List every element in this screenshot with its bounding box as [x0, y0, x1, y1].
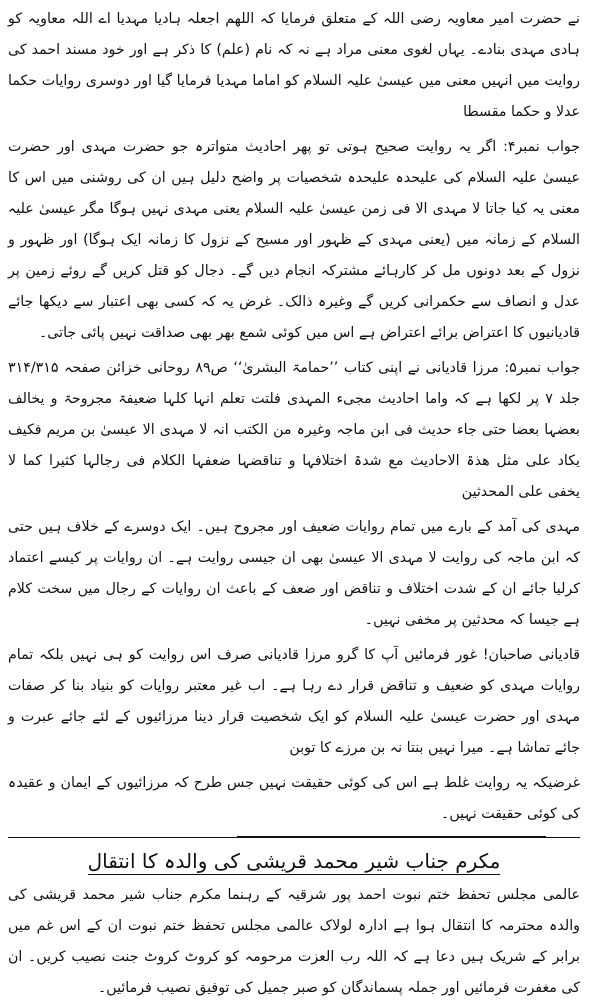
paragraph-conclusion: غرضیکہ یہ روایت غلط ہے اس کی کوئی حقیقت نہیں جس طرح کہ مرزائیوں کے ایمان و عقیدہ کی کوئی حقیقت نہیں۔ — [8, 775, 580, 822]
notice-heading-text: مکرم جناب شیر محمد قریشی کی والدہ کا انتقال — [87, 849, 501, 873]
paragraph-mahdi-narrations: مہدی کی آمد کے بارے میں تمام روایات ضعیف اور مجروح ہیں۔ ایک دوسرے کے خلاف ہیں حتی کہ ابن ماجہ کی روایت لا مہدی الا عیسیٰ بھی ان جیسی روایت ہے۔ ان روایات پر کیسے اعتماد کرلیا جائے ان کے شدت اختلاف و تناقض اور ضعف کے باعث ان روایات کے رجال میں سخت کلام ہے جیسا کہ محدثین پر مخفی نہیں۔ — [8, 519, 580, 628]
notice-heading — [8, 844, 580, 878]
paragraph-qadiani-address: قادیانی صاحبان! غور فرمائیں آپ کا گرو مرزا قادیانی صرف اس روایت کو ہی نہیں بلکہ تمام روایات مہدی کو ضعیف و تناقض قرار دے رہا ہے۔ اب غیر معتبر روایات کو بنیاد بنا کر صفات مہدی اور حضرت عیسیٰ علیہ السلام کو ایک شخصیت قرار دینا مرزائیوں کے لئے جائے عبرت و جائے تماشا ہے۔ میرا نہیں بنتا نہ بن مرزے کا توبن — [8, 647, 580, 756]
notice-body: عالمی مجلس تحفظ ختم نبوت احمد پور شرقیہ کے رہنما مکرم جناب شیر محمد قریشی کی والدہ محترمہ کا انتقال ہوا ہے ادارہ لولاک عالمی مجلس تحفظ ختم نبوت ان کے اس غم میں برابر کے شریک ہیں دعا ہے کہ اللہ رب العزت مرحومہ کو کروٹ کروٹ جنت نصیب کریں۔ ان کی مغفرت فرمائیں اور جملہ پسماندگان کو صبر جمیل کی توفیق نصیب فرمائیں۔ — [8, 887, 580, 996]
paragraph-intro: نے حضرت امیر معاویہ رضی اللہ کے متعلق فرمایا کہ اللھم اجعلہ ہادیا مہدیا اے اللہ معاویہ کو ہادی مہدی بنادے۔ یہاں لغوی معنی مراد ہے نہ کہ نام (علم) کا ذکر ہے اور خود مسند احمد کی روایت میں انہیں معنی میں عیسیٰ علیہ السلام کو اماما مہدیا فرمایا گیا اور دوسری روایات حکما عدلا و حکما مقسطا — [8, 11, 580, 120]
paragraph-answer-4: جواب نمبر۴: اگر یہ روایت صحیح ہوتی تو پھر احادیث متواترہ جو حضرت مہدی اور حضرت عیسیٰ علیہ السلام کی علیحدہ علیحدہ شخصیات پر واضح دلیل ہیں ان کی روشنی میں اس کا معنی یہ کیا جاتا لا مہدی الا فی زمن عیسیٰ علیہ السلام یعنی مہدی نہیں ہوگا مگر عیسیٰ علیہ السلام کے زمانہ میں (یعنی مہدی کے ظہور اور مسیح کے نزول کا زمانہ ایک ہوگا) اور ظہور و نزول کے بعد دونوں مل کر کارہائے مشترکہ انجام دیں گے۔ دجال کو قتل کریں گے روئے زمین پر عدل و انصاف سے حکمرانی کریں گے وغیرہ ذالک۔ غرض یہ کہ کسی بھی اعتبار سے دیکھا جائے قادیانیوں کا اعتراض برائے اعتراض ہے اس میں کوئی شمع بھر بھی صداقت نہیں پائی جاتی۔ — [8, 139, 580, 341]
paragraph-answer-5: جواب نمبر۵: مرزا قادیانی نے اپنی کتاب ’’حمامۃ البشریٰ‘‘ ص۸۹ روحانی خزائن صفحہ ۳۱۴/۳۱۵ جلد ۷ پر لکھا ہے کہ واما احادیث مجیء المہدی فلتت تعلم انہا کلہا ضعیفۃ مجروحۃ و یخالف بعضہا بعضا حتی جاء حدیث فی ابن ماجہ وغیرہ من الکتب انہ لا مہدی الا عیسیٰ بن مریم فکیف یکاد علی مثل ھذۃ الاحادیث مع شدۃ اختلافہا و تناقضہا ضعفہا الکلام فی رجالہا کثیرا کما لا یخفی علی المحدثین — [8, 360, 581, 500]
section-divider — [8, 836, 580, 840]
